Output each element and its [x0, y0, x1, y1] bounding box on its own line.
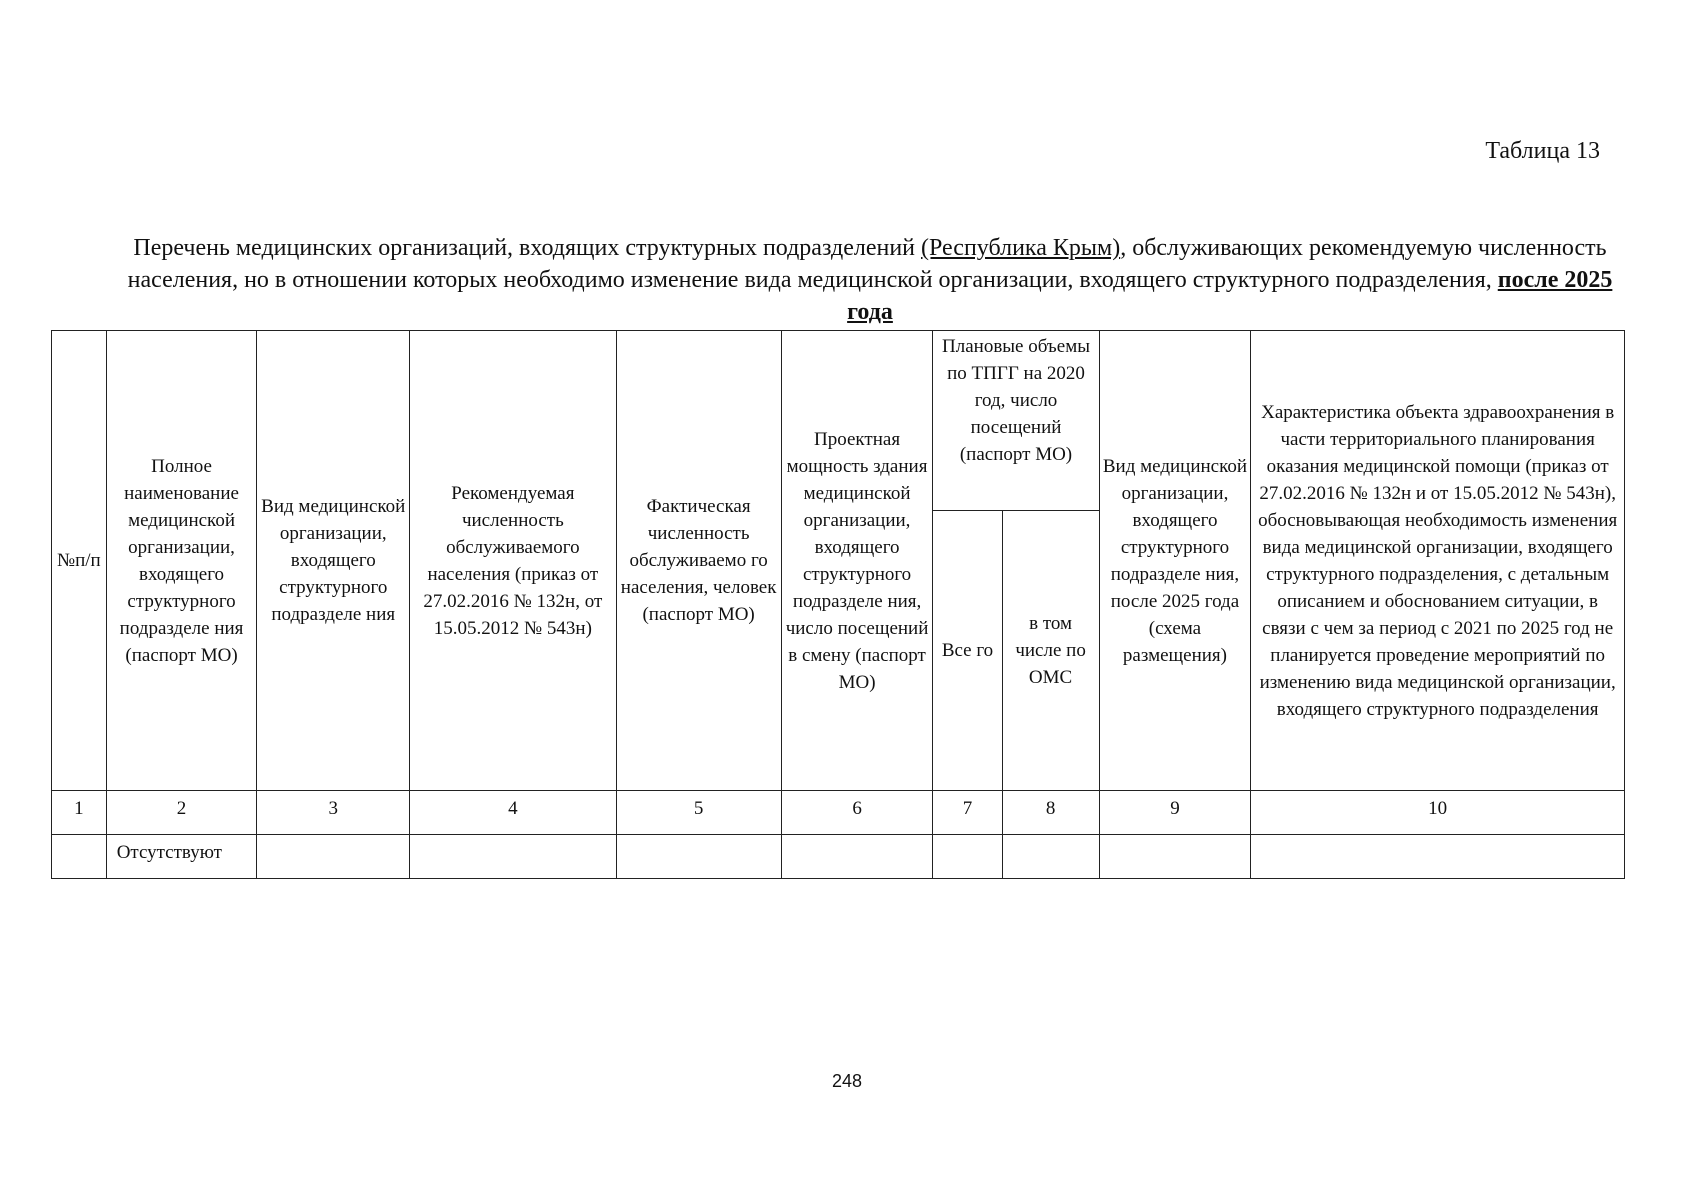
table-cell	[410, 835, 616, 879]
table-cell	[1251, 835, 1625, 879]
table-header-row	[52, 331, 1625, 511]
document-title	[120, 232, 1620, 328]
column-number: 4	[410, 791, 616, 835]
header-total: Все го	[933, 511, 1002, 791]
column-number: 10	[1251, 791, 1625, 835]
header-full-name: Полное наименование медицинской организации, входящего структурного подразделе ния (паспорт МО)	[106, 331, 257, 791]
column-number: 6	[781, 791, 933, 835]
table-cell	[1099, 835, 1251, 879]
organizations-table	[51, 330, 1625, 879]
table-cell	[616, 835, 781, 879]
table-cell	[1002, 835, 1099, 879]
header-org-type-after-2025: Вид медицинской организации, входящего структурного подразделе ния, после 2025 года (схема размещения)	[1099, 331, 1251, 791]
header-recommended-population: Рекомендуемая численность обслуживаемого населения (приказ от 27.02.2016 № 132н, от 15.05.2012 № 543н)	[410, 331, 616, 791]
table-label: Таблица 13	[1485, 138, 1600, 164]
title-text-part2: , обслуживающих рекомендуемую численность населения, но в отношении которых необходимо изменение вида медицинской организации, входящего структурного подразделения,	[127, 235, 1607, 293]
table-cell	[781, 835, 933, 879]
column-number: 3	[257, 791, 410, 835]
column-number: 5	[616, 791, 781, 835]
page-number: 248	[831, 1071, 863, 1091]
title-period: после 2025 года	[847, 267, 1613, 325]
table-cell	[52, 835, 107, 879]
column-number: 2	[106, 791, 257, 835]
column-number-row	[52, 791, 1625, 835]
table-cell	[933, 835, 1002, 879]
title-region: (Республика Крым)	[921, 235, 1121, 261]
header-design-capacity: Проектная мощность здания медицинской организации, входящего структурного подразделе ния, число посещений в смену (паспорт МО)	[781, 331, 933, 791]
header-number: №п/п	[52, 331, 107, 791]
header-planned-volumes: Плановые объемы по ТПГГ на 2020 год, число посещений (паспорт МО)	[933, 331, 1099, 511]
header-actual-population: Фактическая численность обслуживаемо го населения, человек (паспорт МО)	[616, 331, 781, 791]
header-characteristics: Характеристика объекта здравоохранения в части территориального планирования оказания медицинской помощи (приказ от 27.02.2016 № 132н и от 15.05.2012 № 543н), обосновывающая необходимость изменения вида медицинской организации, входящего структурного подразделения, с детальным описанием и обоснованием ситуации, в связи с чем за период с 2021 по 2025 год не планируется проведение мероприятий по изменению вида медицинской организации, входящего структурного подразделения	[1251, 331, 1625, 791]
column-number: 1	[52, 791, 107, 835]
header-org-type: Вид медицинской организации, входящего структурного подразделе ния	[257, 331, 410, 791]
title-text-part1: Перечень медицинских организаций, входящих структурных подразделений	[133, 235, 922, 261]
table-cell	[257, 835, 410, 879]
column-number: 9	[1099, 791, 1251, 835]
header-oms: в том числе по ОМС	[1002, 511, 1099, 791]
table-cell: Отсутствуют	[106, 835, 257, 879]
table-row	[52, 835, 1625, 879]
column-number: 8	[1002, 791, 1099, 835]
column-number: 7	[933, 791, 1002, 835]
